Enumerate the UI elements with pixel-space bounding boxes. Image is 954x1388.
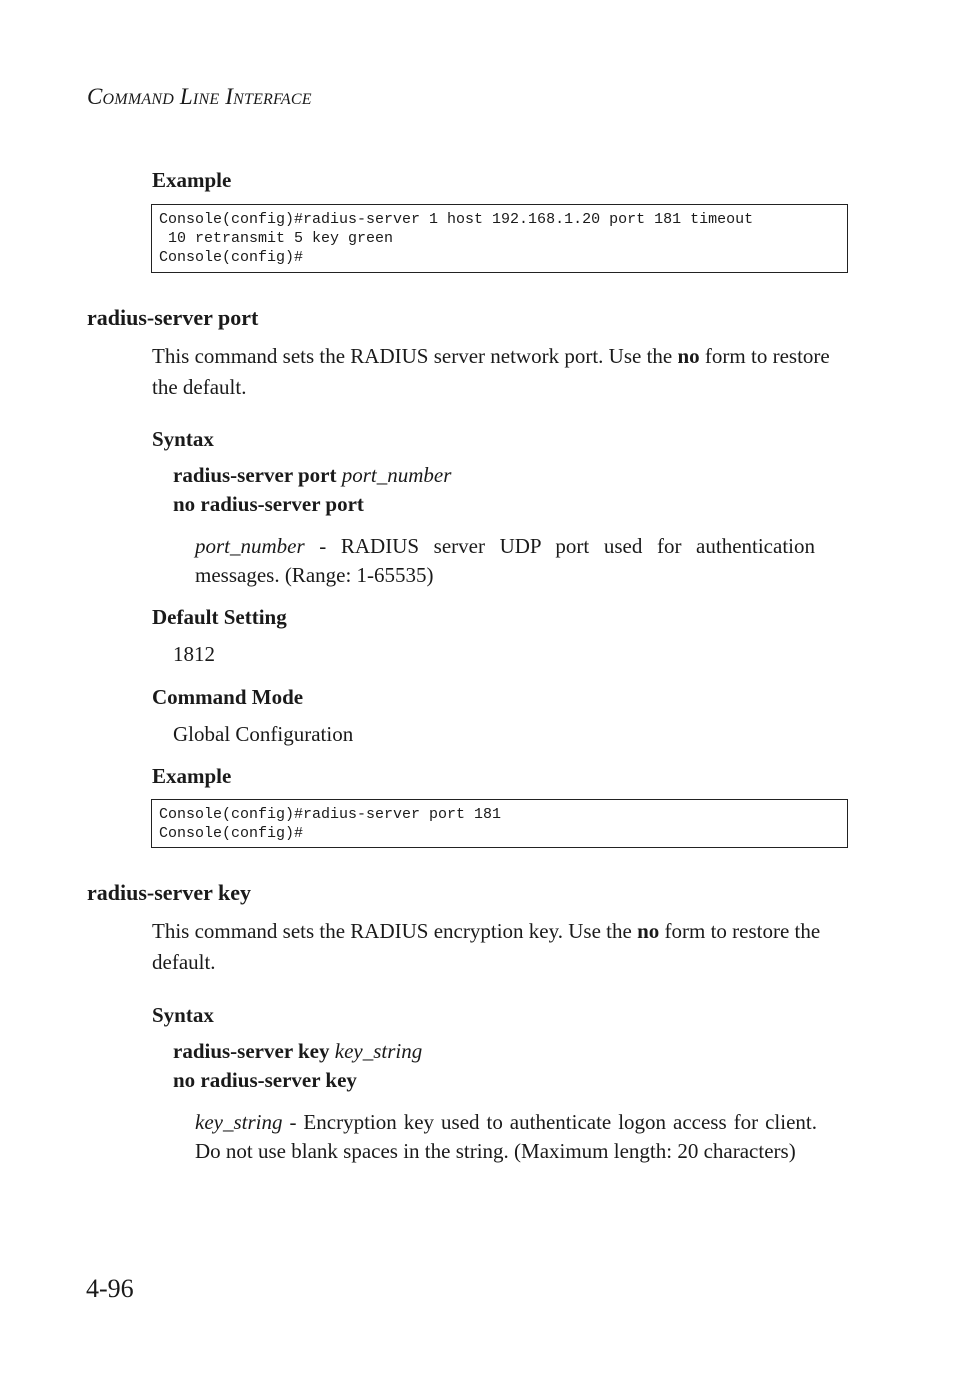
section-title-radius-server-key: radius-server key <box>87 880 251 905</box>
syntax-no-command: no radius-server port <box>173 492 364 516</box>
parameter-port-number: port_number - RADIUS server UDP port used for authentication messages. (Range: 1-65535) <box>195 534 815 587</box>
syntax-command: radius-server key key_string <box>173 1039 423 1063</box>
description-radius-server-port: This command sets the RADIUS server network port. Use the no form to restore the default. <box>152 344 830 399</box>
syntax-label: Syntax <box>152 1003 214 1027</box>
page-number: 4-96 <box>86 1274 134 1303</box>
example-label: Example <box>152 168 232 192</box>
syntax-command: radius-server port port_number <box>173 463 452 487</box>
section-title-radius-server-port: radius-server port <box>87 305 259 330</box>
syntax-label: Syntax <box>152 427 214 451</box>
syntax-no-command: no radius-server key <box>173 1068 357 1092</box>
parameter-key-string: key_string - Encryption key used to authenticate logon access for client. Do not use blank spaces in the string. (Maximum length: 20 characters) <box>195 1110 817 1163</box>
description-radius-server-key: This command sets the RADIUS encryption key. Use the no form to restore the default. <box>152 919 821 974</box>
default-setting-label: Default Setting <box>152 605 287 629</box>
default-setting-value: 1812 <box>173 642 215 666</box>
code-block-example: Console(config)#radius-server 1 host 192.168.1.20 port 181 timeout 10 retransmit 5 key green Console(config)# <box>151 204 848 273</box>
code-block-example: Console(config)#radius-server port 181 Console(config)# <box>151 799 848 848</box>
command-mode-label: Command Mode <box>152 685 304 709</box>
example-label: Example <box>152 764 232 788</box>
command-mode-value: Global Configuration <box>173 722 354 746</box>
running-header: COMMAND LINE INTERFACE <box>87 84 312 109</box>
